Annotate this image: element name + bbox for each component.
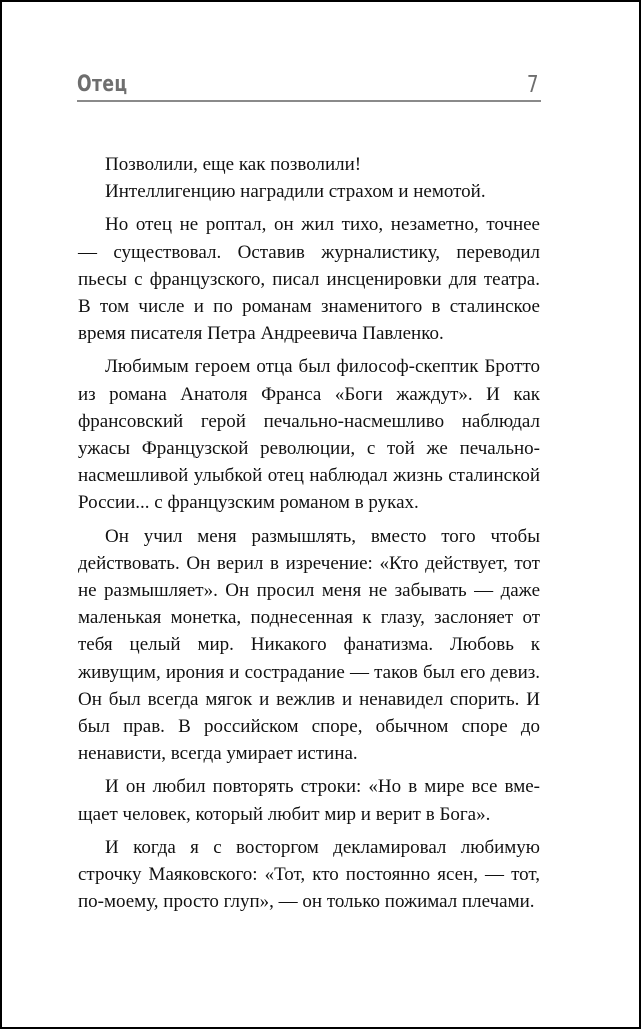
paragraph: Но отец не роптал, он жил тихо, незаметно, точнее — существовал. Оставив журналистику, переводил пьесы с французского, писал инсценировки для театра. В том числе и по романам знаменитого в сталинское время писателя Петра Андреевича Павленко. (78, 214, 540, 345)
chapter-title: Отец (77, 72, 128, 97)
paragraph: Любимым героем отца был философ-скептик Бротто из романа Анатоля Франса «Боги жаждут». И как франсовский герой печально-насмешливо наблюдал ужасы Французской революции, с той же печально-насмешливой улыбкой отец наблюдал жизнь сталинской России... с французским романом в руках. (78, 356, 540, 514)
page-number: 7 (527, 72, 539, 98)
paragraph: Позволили, еще как позволили! (105, 154, 362, 175)
paragraph: Интеллигенцию наградили страхом и немотой. (105, 181, 486, 203)
paragraph: И когда я с восторгом декламировал любимую строчку Маяковского: «Тот, кто постоянно ясен, — тот, по-моему, просто глуп», — он только пожимал плечами. (78, 836, 540, 913)
running-head (77, 72, 541, 102)
paragraph: И он любил повторять строки: «Но в мире все вмещает человек, который любит мир и верит в Бога». (78, 776, 540, 825)
paragraph: Он учил меня размышлять, вместо того чтобы действовать. Он верил в изречение: «Кто действует, тот не размышляет». Он просил меня не забывать — даже маленькая монетка, поднесенная к глазу, заслоняет от тебя целый мир. Никакого фанатизма. Любовь к живущим, ирония и сострадание — таков был его девиз. Он был всегда мягок и вежлив и ненавидел спорить. И был прав. В российском споре, обычном споре до ненависти, всегда умирает истина. (78, 525, 540, 765)
body-text (78, 151, 540, 915)
